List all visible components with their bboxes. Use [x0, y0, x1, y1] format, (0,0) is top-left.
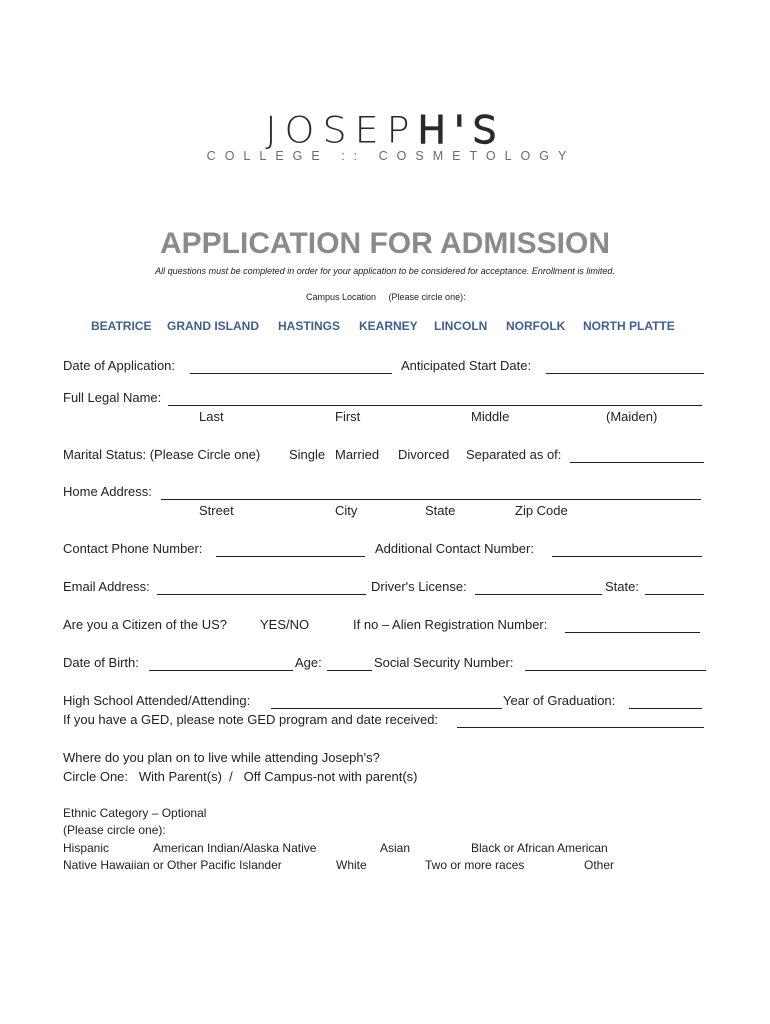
marital-option-divorced[interactable]: Divorced — [398, 447, 450, 462]
ethnic-option-white[interactable]: White — [336, 858, 367, 872]
name-part-maiden: (Maiden) — [606, 409, 658, 424]
dob-field[interactable] — [149, 670, 293, 671]
living-options[interactable]: Circle One: With Parent(s) / Off Campus-not with parent(s) — [63, 769, 418, 784]
campus-location-label: Campus Location (Please circle one): — [306, 292, 466, 302]
ethnic-instruction: (Please circle one): — [63, 823, 166, 837]
ethnic-option-native-hawaiian[interactable]: Native Hawaiian or Other Pacific Islander — [63, 858, 282, 872]
location-beatrice[interactable]: BEATRICE — [91, 319, 152, 333]
alien-registration-label: If no – Alien Registration Number: — [353, 617, 548, 632]
logo-wordmark: JOSEPH'S — [265, 109, 505, 151]
ethnic-option-hispanic[interactable]: Hispanic — [63, 841, 110, 855]
location-lincoln[interactable]: LINCOLN — [434, 319, 488, 333]
address-part-state: State — [425, 503, 456, 518]
citizen-yes-no[interactable]: YES/NO — [260, 617, 310, 632]
page-subtitle: All questions must be completed in order for your application to be considered for acceptance. Enrollment is limited. — [155, 266, 615, 276]
ssn-label: Social Security Number: — [374, 655, 514, 670]
date-of-application-field[interactable] — [190, 373, 392, 374]
ethnic-option-two-or-more[interactable]: Two or more races — [425, 858, 525, 872]
living-question: Where do you plan on to live while attending Joseph's? — [63, 750, 380, 765]
home-address-field[interactable] — [161, 499, 701, 500]
location-norfolk[interactable]: NORFOLK — [506, 319, 566, 333]
high-school-label: High School Attended/Attending: — [63, 693, 251, 708]
age-field[interactable] — [327, 670, 372, 671]
separated-as-of-label: Separated as of: — [466, 447, 562, 462]
state-field[interactable] — [645, 594, 704, 595]
logo-subtitle: COLLEGE :: COSMETOLOGY — [206, 149, 576, 163]
ssn-field[interactable] — [525, 670, 706, 671]
address-part-city: City — [335, 503, 358, 518]
marital-option-single[interactable]: Single — [289, 447, 326, 462]
anticipated-start-field[interactable] — [546, 373, 704, 374]
year-graduation-field[interactable] — [629, 708, 702, 709]
ethnic-heading: Ethnic Category – Optional — [63, 806, 207, 820]
location-kearney[interactable]: KEARNEY — [359, 319, 418, 333]
address-part-zip: Zip Code — [515, 503, 568, 518]
email-label: Email Address: — [63, 579, 150, 594]
page-title: APPLICATION FOR ADMISSION — [160, 227, 610, 260]
marital-option-married[interactable]: Married — [335, 447, 380, 462]
additional-contact-label: Additional Contact Number: — [375, 541, 534, 556]
name-part-last: Last — [199, 409, 224, 424]
ged-label: If you have a GED, please note GED program and date received: — [63, 712, 439, 727]
year-graduation-label: Year of Graduation: — [503, 693, 616, 708]
ethnic-option-other[interactable]: Other — [584, 858, 615, 872]
separated-as-of-field[interactable] — [570, 462, 704, 463]
dob-label: Date of Birth: — [63, 655, 139, 670]
state-label: State: — [605, 579, 639, 594]
drivers-license-label: Driver's License: — [371, 579, 467, 594]
location-north-platte[interactable]: NORTH PLATTE — [583, 319, 675, 333]
age-label: Age: — [295, 655, 322, 670]
ethnic-option-american-indian[interactable]: American Indian/Alaska Native — [153, 841, 317, 855]
ged-field[interactable] — [457, 727, 704, 728]
full-legal-name-field[interactable] — [168, 405, 702, 406]
home-address-label: Home Address: — [63, 484, 152, 499]
alien-registration-field[interactable] — [565, 632, 700, 633]
ethnic-option-black[interactable]: Black or African American — [471, 841, 608, 855]
ethnic-option-asian[interactable]: Asian — [380, 841, 411, 855]
citizen-label: Are you a Citizen of the US? — [63, 617, 228, 632]
marital-status-label: Marital Status: (Please Circle one) — [63, 447, 261, 462]
additional-contact-field[interactable] — [552, 556, 702, 557]
address-part-street: Street — [199, 503, 234, 518]
anticipated-start-label: Anticipated Start Date: — [401, 358, 532, 373]
email-field[interactable] — [157, 594, 366, 595]
date-of-application-label: Date of Application: — [63, 358, 176, 373]
contact-phone-label: Contact Phone Number: — [63, 541, 203, 556]
location-hastings[interactable]: HASTINGS — [278, 319, 341, 333]
name-part-middle: Middle — [471, 409, 510, 424]
location-grand-island[interactable]: GRAND ISLAND — [167, 319, 259, 333]
contact-phone-field[interactable] — [216, 556, 365, 557]
drivers-license-field[interactable] — [475, 594, 602, 595]
name-part-first: First — [335, 409, 361, 424]
high-school-field[interactable] — [271, 708, 502, 709]
full-legal-name-label: Full Legal Name: — [63, 390, 162, 405]
